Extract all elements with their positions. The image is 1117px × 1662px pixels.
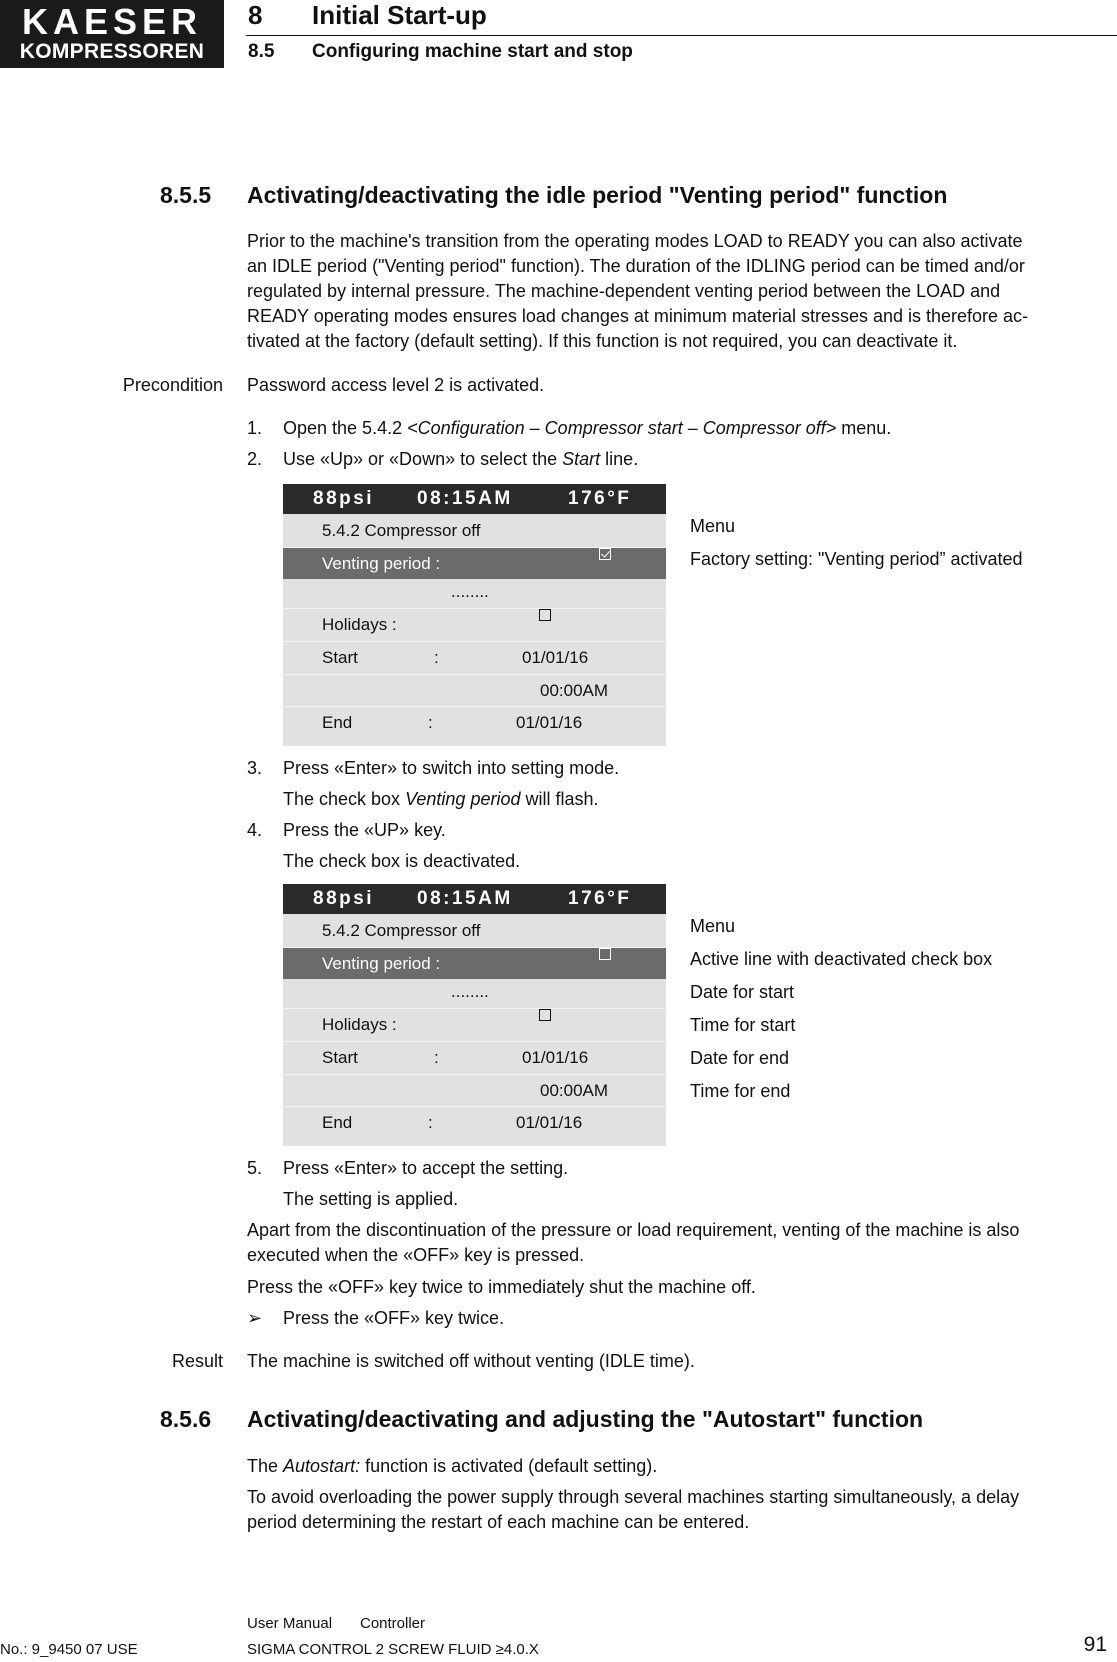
footer-manual: User Manual	[247, 1615, 333, 1632]
dots-row	[283, 576, 666, 607]
result-label: Result	[171, 1351, 223, 1371]
start-label: Start	[322, 648, 358, 667]
holidays-checkbox[interactable]	[539, 609, 551, 621]
start-colon: :	[434, 1048, 439, 1067]
step-1-number: 1.	[247, 418, 263, 438]
off-paragraph: Press the «OFF» key twice to immediately shut the machine off.	[247, 1277, 756, 1297]
ellipsis-dots: ........	[451, 582, 489, 601]
venting-para-line-2: executed when the «OFF» key is pressed.	[247, 1245, 585, 1265]
arrow-bullet-icon: ➢	[247, 1308, 263, 1328]
time-readout: 08:15AM	[417, 888, 513, 909]
footer-doc-number: No.: 9_9450 07 USE	[0, 1641, 138, 1658]
venting-period-row[interactable]	[283, 948, 666, 979]
start-date-row[interactable]	[283, 642, 666, 673]
footer-product: SIGMA CONTROL 2 SCREW FLUID ≥4.0.X	[247, 1641, 539, 1658]
display-status-bar	[283, 484, 666, 514]
end-date-row[interactable]	[283, 1107, 666, 1138]
start-date-row[interactable]	[283, 1042, 666, 1073]
start-label: Start	[322, 1048, 358, 1067]
end-date-row[interactable]	[283, 707, 666, 738]
heading-856-title: Activating/deactivating and adjusting the "Autostart" function	[247, 1406, 924, 1432]
display2-annotation-menu: Menu	[690, 916, 736, 936]
end-date-value: 01/01/16	[516, 1113, 583, 1132]
end-colon: :	[428, 713, 433, 732]
start-time-row[interactable]	[283, 675, 666, 706]
step-3-result: The check box Venting period will flash.	[283, 789, 599, 809]
venting-period-row[interactable]	[283, 548, 666, 579]
heading-855-title: Activating/deactivating the idle period "Venting period" function	[247, 182, 948, 208]
time-readout: 08:15AM	[417, 488, 513, 509]
chapter-title: Initial Start-up	[312, 0, 487, 30]
footer-subject: Controller	[360, 1615, 426, 1632]
display1-annotation-menu: Menu	[690, 516, 736, 536]
header-rule	[246, 35, 1117, 36]
chapter-number: 8	[248, 0, 263, 30]
start-date-value: 01/01/16	[522, 1048, 589, 1067]
start-date-value: 01/01/16	[522, 648, 589, 667]
step-5-text: Press «Enter» to accept the setting.	[283, 1158, 569, 1178]
intro-line-2: an IDLE period ("Venting period" function). The duration of the IDLING period can be timed and/or	[247, 256, 1025, 276]
step-4-result: The check box is deactivated.	[283, 851, 521, 871]
holidays-row[interactable]	[283, 1009, 666, 1040]
step-4-number: 4.	[247, 820, 263, 840]
heading-856-number: 8.5.6	[160, 1406, 212, 1432]
step-3-number: 3.	[247, 758, 263, 778]
step-2-text: Use «Up» or «Down» to select the Start line.	[283, 449, 639, 469]
step-2-number: 2.	[247, 449, 263, 469]
end-colon: :	[428, 1113, 433, 1132]
controller-display-1	[283, 484, 666, 746]
menu-title: 5.4.2 Compressor off	[322, 521, 481, 540]
temperature-readout: 176°F	[568, 888, 632, 909]
venting-period-checkbox[interactable]	[599, 948, 611, 960]
ellipsis-dots: ........	[451, 982, 489, 1001]
page-number: 91	[1083, 1633, 1107, 1656]
kaeser-logo	[0, 0, 224, 68]
menu-title-row	[283, 515, 666, 546]
start-time-value: 00:00AM	[540, 681, 609, 700]
logo-line1: KAESER	[21, 1, 203, 42]
venting-period-label: Venting period :	[322, 554, 441, 573]
start-colon: :	[434, 648, 439, 667]
display2-annotation-start-date: Date for start	[690, 982, 795, 1002]
heading-855-number: 8.5.5	[160, 182, 212, 208]
display-status-bar	[283, 884, 666, 914]
start-time-row[interactable]	[283, 1075, 666, 1106]
pressure-readout: 88psi	[313, 888, 375, 909]
temperature-readout: 176°F	[568, 488, 632, 509]
step-5-result: The setting is applied.	[283, 1189, 459, 1209]
section-number: 8.5	[248, 41, 275, 62]
precondition-label: Precondition	[122, 375, 223, 395]
display2-annotation-end-time: Time for end	[690, 1081, 791, 1101]
intro-line-4: READY operating modes ensures load changes at minimum material stresses and is therefore ac-	[247, 306, 1029, 326]
start-time-value: 00:00AM	[540, 1081, 609, 1100]
end-date-value: 01/01/16	[516, 713, 583, 732]
display2-annotation-start-time: Time for start	[690, 1015, 796, 1035]
intro-line-5: tivated at the factory (default setting). If this function is not required, you can deactivate it.	[247, 331, 958, 351]
pressure-readout: 88psi	[313, 488, 375, 509]
holidays-checkbox[interactable]	[539, 1009, 551, 1021]
dots-row	[283, 976, 666, 1007]
step-4-text: Press the «UP» key.	[283, 820, 446, 840]
result-text: The machine is switched off without venting (IDLE time).	[247, 1351, 695, 1371]
venting-para-line-1: Apart from the discontinuation of the pressure or load requirement, venting of the machine is also	[247, 1220, 1020, 1240]
venting-period-checkbox[interactable]	[599, 548, 611, 560]
autostart-para-1: The Autostart: function is activated (default setting).	[247, 1456, 658, 1476]
menu-title: 5.4.2 Compressor off	[322, 921, 481, 940]
autostart-para-2-line-1: To avoid overloading the power supply through several machines starting simultaneously, a delay	[247, 1487, 1020, 1507]
display1-annotation-factory-setting: Factory setting: "Venting period” activated	[690, 549, 1023, 569]
autostart-para-2-line-2: period determining the restart of each machine can be entered.	[247, 1512, 750, 1532]
step-3-text: Press «Enter» to switch into setting mode.	[283, 758, 620, 778]
arrow-step-text: Press the «OFF» key twice.	[283, 1308, 505, 1328]
logo-line2: KOMPRESSOREN	[19, 40, 205, 63]
end-label: End	[322, 1113, 353, 1132]
step-5-number: 5.	[247, 1158, 263, 1178]
venting-period-label: Venting period :	[322, 954, 441, 973]
holidays-label: Holidays :	[322, 1015, 397, 1034]
controller-display-2	[283, 884, 666, 1146]
end-label: End	[322, 713, 353, 732]
intro-line-3: regulated by internal pressure. The machine-dependent venting period between the LOAD and	[247, 281, 1001, 301]
holidays-label: Holidays :	[322, 615, 397, 634]
display2-annotation-active-line: Active line with deactivated check box	[690, 949, 993, 969]
display2-annotation-end-date: Date for end	[690, 1048, 790, 1068]
holidays-row[interactable]	[283, 609, 666, 640]
intro-line-1: Prior to the machine's transition from the operating modes LOAD to READY you can also activate	[247, 231, 1023, 251]
section-title: Configuring machine start and stop	[312, 41, 633, 62]
menu-title-row	[283, 915, 666, 946]
precondition-text: Password access level 2 is activated.	[247, 375, 545, 395]
step-1-text: Open the 5.4.2 <Configuration – Compressor start – Compressor off> menu.	[283, 418, 892, 438]
